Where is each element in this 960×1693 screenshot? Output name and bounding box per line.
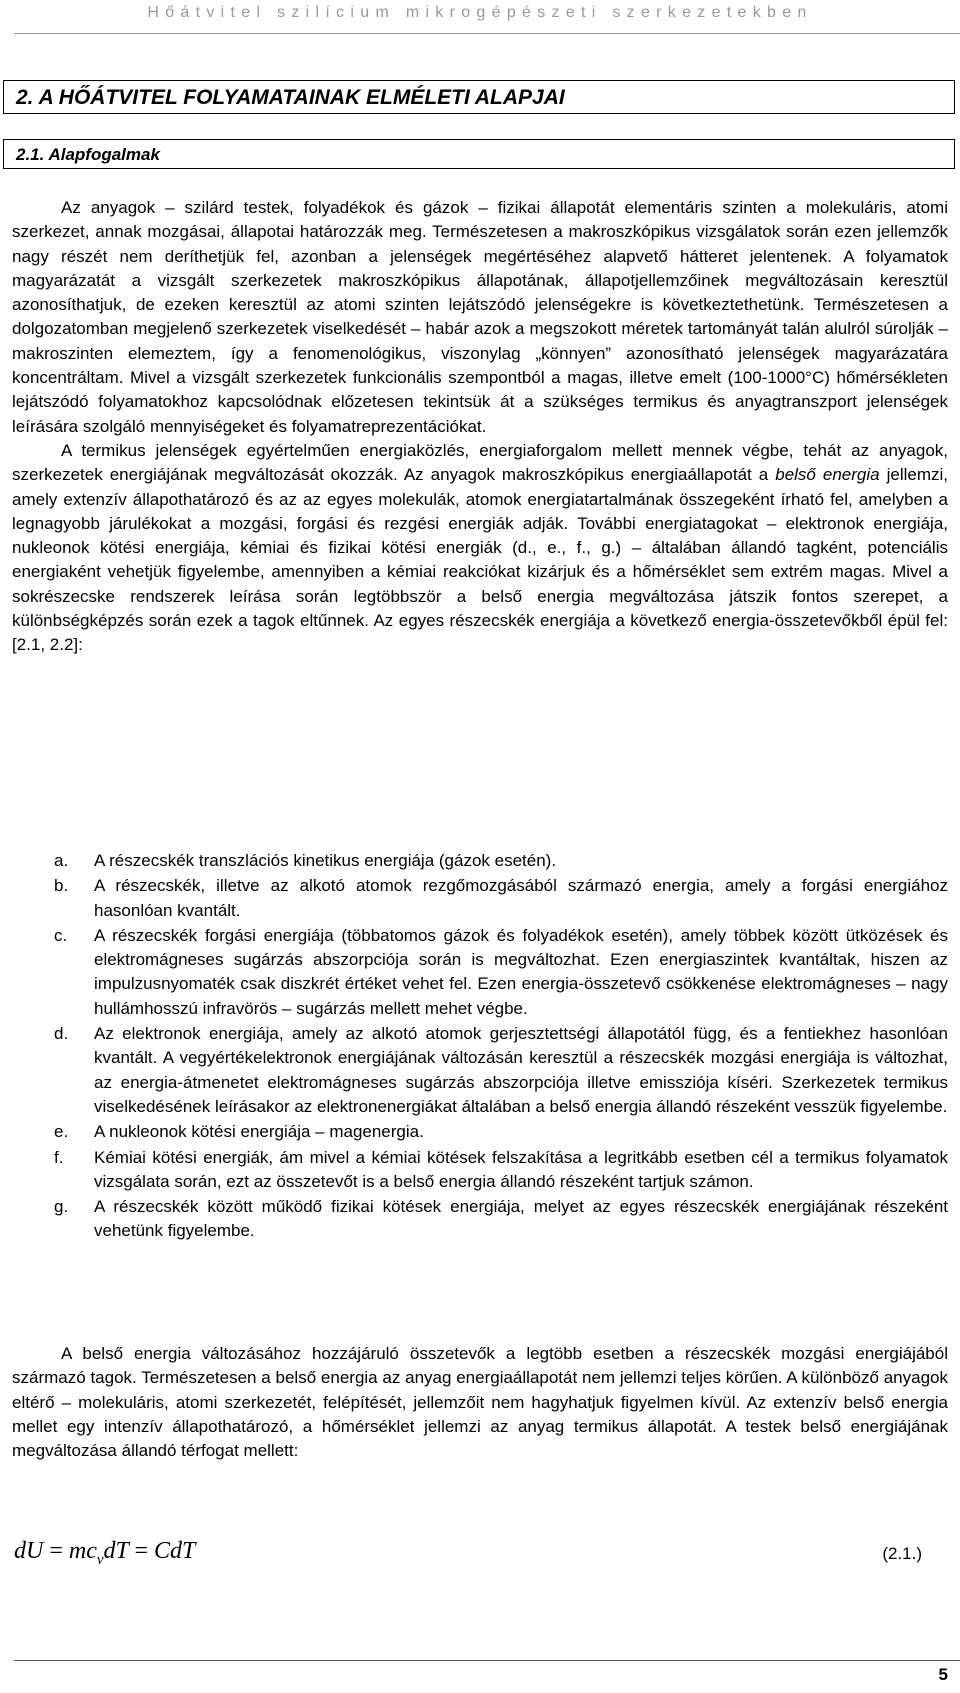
list-item <box>12 1022 948 1119</box>
footer-rule <box>14 1660 960 1661</box>
eq-equals-2: = <box>134 1538 149 1564</box>
chapter-heading-box <box>3 80 955 114</box>
paragraph-2 <box>12 439 948 658</box>
eq-equals-1: = <box>49 1538 63 1564</box>
energy-components-list <box>12 849 948 1245</box>
list-item <box>12 1120 948 1144</box>
equation-formula <box>14 1538 195 1569</box>
list-item-text: A részecskék között működő fizikai kötések energiája, melyet az egyes részecskék energiájának részeként vehetünk figyelembe. <box>94 1197 948 1241</box>
paragraph-2-start: A termikus jelenségek egyértelműen energiaközlés, energiaforgalom mellett mennek végbe, tehát az anyagok, szerkezetek energiájának megváltozását okozzák. Az anyagok makroszkópikus energiaállapotát a <box>12 440 948 485</box>
list-marker: a. <box>54 851 69 870</box>
eq-lhs: dU <box>14 1538 44 1564</box>
list-item-text: A részecskék forgási energiája (többatomos gázok és folyadékok esetén), amely többek között ütközések és elektromágneses sugárzás abszorpciója során is megváltozhat. Ezen energiaszintek kvantáltak, hiszen az impulzusnyomaték csak diszkrét értéket vehet fel. Ezen energia-összetevő csökkenése elektromágneses – nagy hullámhosszú infravörös – sugárzás mellett mehet végbe. <box>94 925 948 1018</box>
section-title: 2.1. Alapfogalmak <box>16 145 160 164</box>
list-item <box>12 1195 948 1244</box>
list-item <box>12 1146 948 1195</box>
eq-subscript-v: v <box>96 1551 104 1568</box>
paragraph-3: A belső energia változásához hozzájáruló összetevők a legtöbb esetben a részecskék mozgási energiájából származó tagok. Természetesen a belső energia az anyag energiaállapotát nem jellemzi teljes körűen. A különböző anyagok eltérő – molekuláris, atomi szerkezetét, felépítését, jellemzőit nem hagyhatjuk figyelmen kívül. Az extenzív belső energia mellet egy intenzív állapothatározó, a hőmérséklet jellemzi az anyag termikus állapotát. A testek belső energiájának megváltozása állandó térfogat mellett: <box>12 1344 948 1461</box>
list-marker: f. <box>54 1147 64 1167</box>
section-heading-box <box>3 139 955 169</box>
list-item-text: A részecskék, illetve az alkotó atomok rezgőmozgásából származó energia, amely a forgási energiához hasonlóan kvantált. <box>94 876 948 920</box>
list-item <box>12 849 948 873</box>
running-header: Hőátvitel szilícium mikrogépészeti szerkezetekben <box>147 4 813 21</box>
list-item-text: A nukleonok kötési energiája – magenergia. <box>94 1122 424 1142</box>
list-marker: d. <box>54 1024 69 1044</box>
list-marker: e. <box>54 1122 69 1142</box>
list-item <box>12 874 948 923</box>
list-marker: g. <box>54 1197 69 1217</box>
list-marker: b. <box>54 876 69 896</box>
list-item-text: Az elektronok energiája, amely az alkotó atomok gerjesztettségi állapotától függ, és a fentiekhez hasonlóan kvantált. A vegyértékelektronok energiájának változásán keresztül a részecskék mozgási energiája is változhat, az energia-átmenetet elektromágneses sugárzás abszorpciója illetve emissziója kíséri. Szerkezetek termikus viselkedésének leírásakor az elektronenergiákat általában a belső energia állandó részeként vesszük figyelembe. <box>94 1024 948 1116</box>
list-item <box>12 924 948 1021</box>
equation-number: (2.1.) <box>882 1544 922 1563</box>
paragraph-2-end: jellemzi, amely extenzív állapothatározó és az az egyes molekulák, atomok energiatartalmának összegeként írható fel, amelyben a legnagyobb járulékokat a mozgási, forgási és rezgési energiák adják. További energiatagokat – elektronok energiája, nukleonok kötési energiája, kémiai és fizikai kötési energiák (d., e., f., g.) – általában állandó tagként, potenciális energiaként vehetjük figyelembe, amennyiben a kémiai reakciókat kizárjuk és a hőmérséklet sem extrém magas. Mivel a sokrészecske rendszerek leírása során legtöbbször a belső energia megváltozása játszik fontos szerepet, a különbségképzés során ezek a tagok eltűnnek. Az egyes részecskék energiája a következő energia-összetevőkből épül fel: [2.1, 2.2]: <box>12 465 949 655</box>
equation-2-1 <box>14 1538 944 1578</box>
list-item-text: A részecskék transzlációs kinetikus energiája (gázok esetén). <box>94 851 557 870</box>
body-text <box>12 196 948 658</box>
paragraph-1: Az anyagok – szilárd testek, folyadékok és gázok – fizikai állapotát elementáris szinten a molekuláris, atomi szerkezet, annak mozgásai, állapotai határozzák meg. Természetesen a makroszkópikus vizsgálatok során ezen jellemzők nagy részét nem deríthetjük fel, azonban a jelenségek megértéséhez alapvető hátteret jelentenek. A folyamatok magyarázatát a vizsgált szerkezetek makroszkópikus állapotának, állapotjellemzőinek megváltozásain keresztül azonosíthatjuk, de ezeken keresztül az atomi szinten lejátszódó jelenségekre is következtethetünk. Természetesen a dolgozatomban megjelenő szerkezetek viselkedését – habár azok a megszokott méretek tartományát talán alulról súrolják – makroszinten elemeztem, így a fenomenológikus, viszonylag „könnyen” azonosítható jelenségek magyarázatára koncentráltam. Mivel a vizsgált szerkezetek funkcionális szempontból a magas, illetve emelt (100-1000°C) hőmérsékleten lejátszódó folyamatokhoz kapcsolódnak előzetesen tekintsük át a szükséges termikus és anyagtranszport jelenségek leírására szolgáló mennyiségeket és folyamatreprezentációkat. <box>12 198 948 436</box>
header-rule <box>14 33 960 34</box>
list-item-text: Kémiai kötési energiák, ám mivel a kémiai kötések felszakítása a legritkább esetben cél a termikus folyamatok vizsgálata során, ezt az összetevőt is a belső energia állandó részeként tartjuk számon. <box>94 1147 948 1191</box>
page-number: 5 <box>938 1665 948 1684</box>
chapter-title: 2. A HŐÁTVITEL FOLYAMATAINAK ELMÉLETI ALAPJAI <box>16 86 565 109</box>
body-text-2 <box>12 1342 948 1463</box>
eq-m: mc <box>68 1538 97 1564</box>
eq-dT: dT <box>103 1538 129 1564</box>
emphasis-belso-energia: belső energia <box>775 465 880 485</box>
eq-rhs: CdT <box>154 1538 196 1564</box>
list-marker: c. <box>54 925 68 945</box>
